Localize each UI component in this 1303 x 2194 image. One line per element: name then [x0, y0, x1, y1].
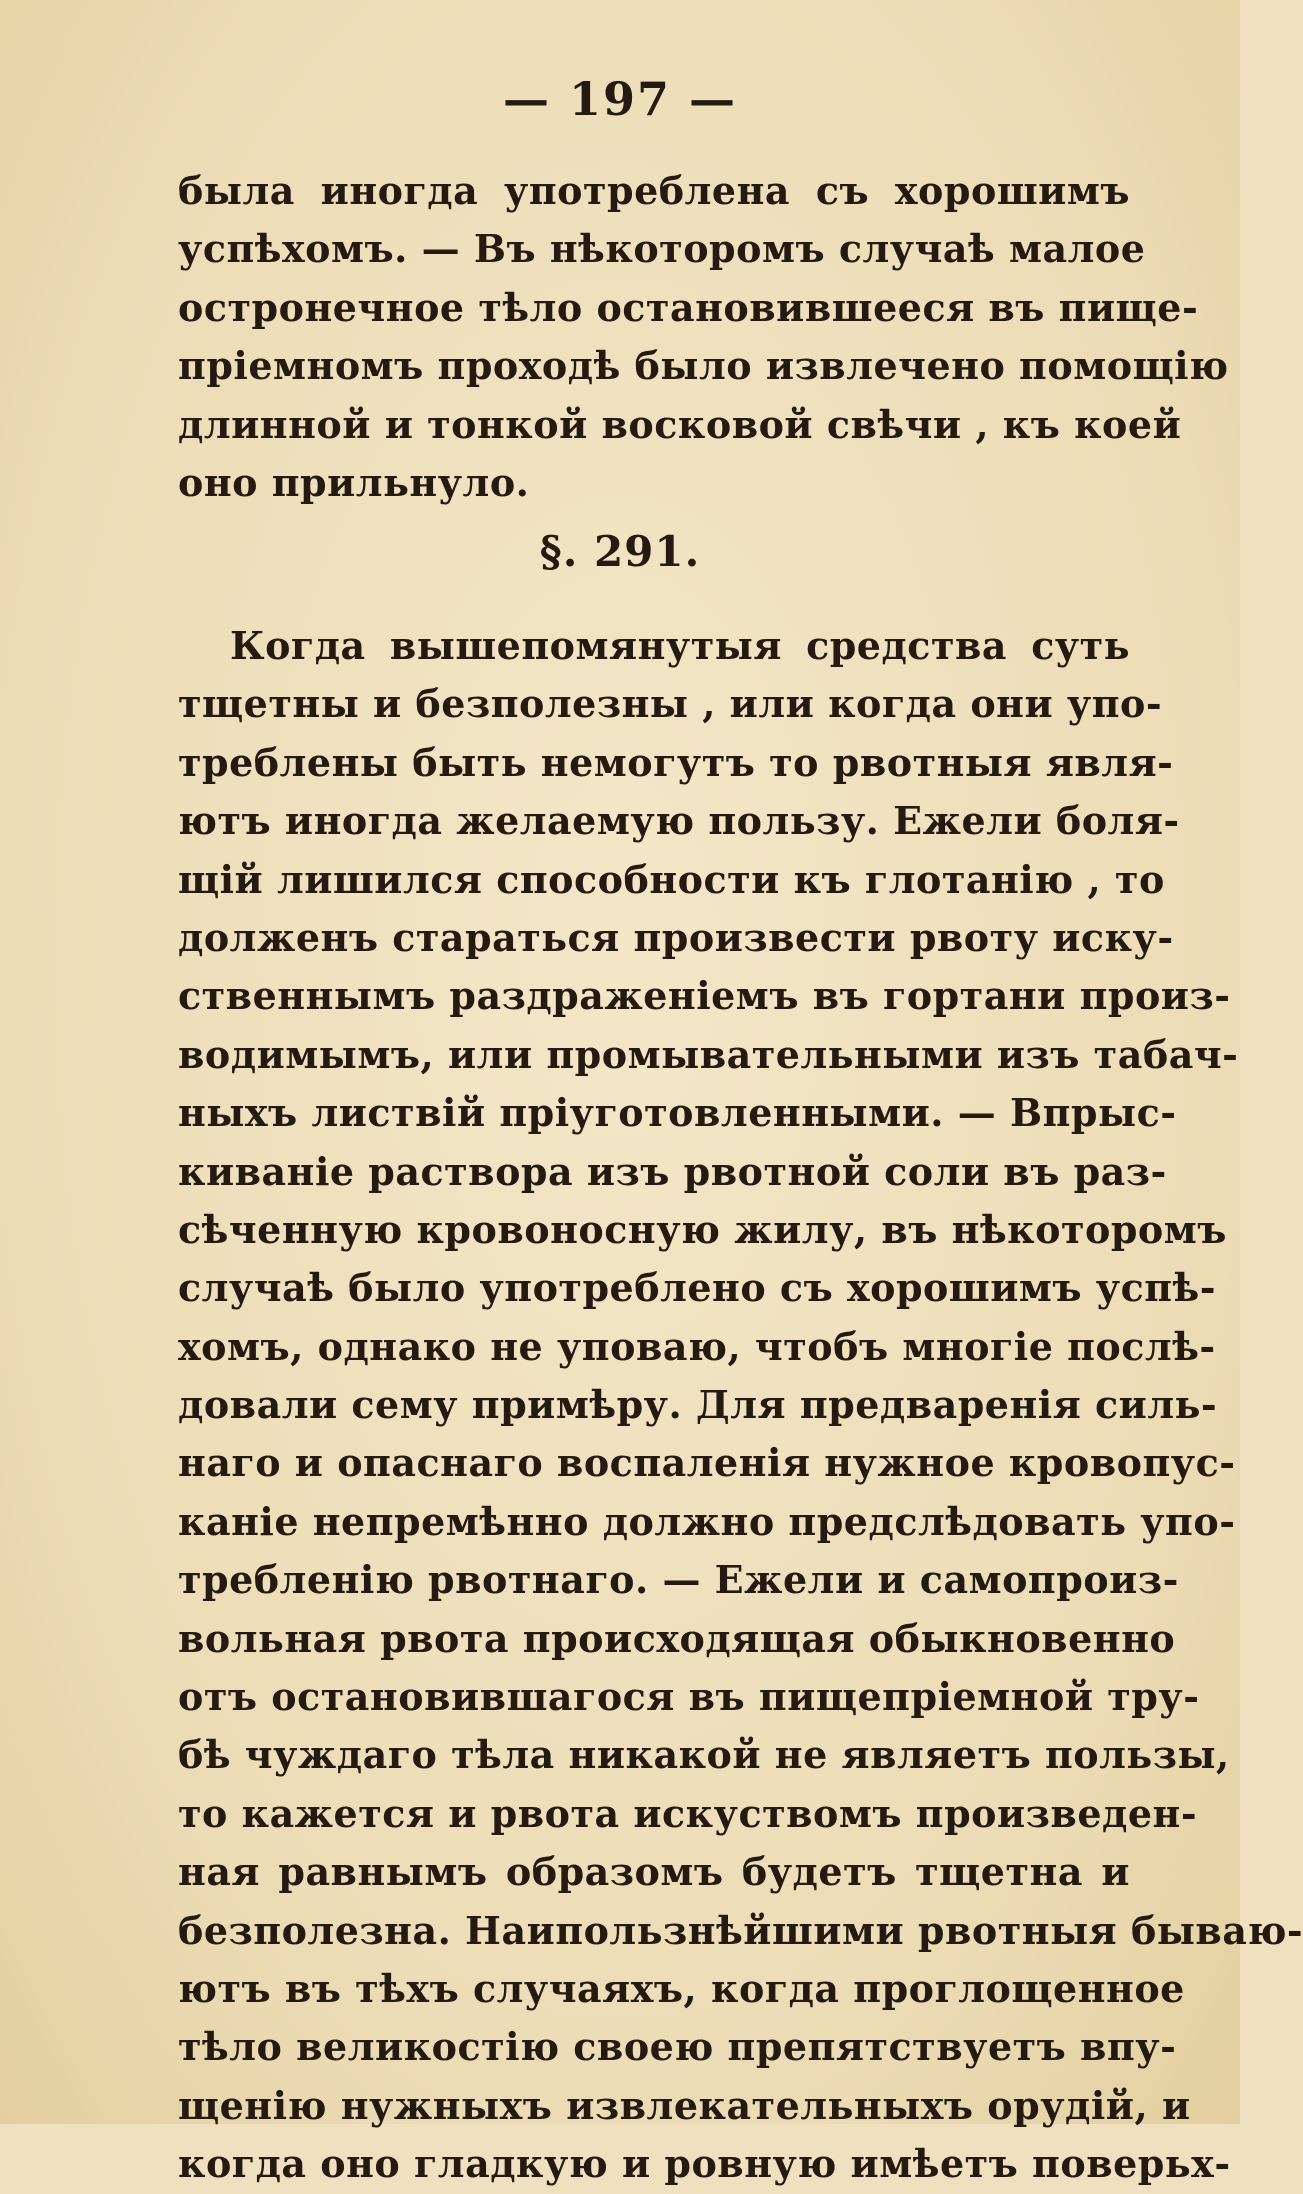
- text-line: требленію рвотнаго. — Ежели и самопроиз-: [178, 1557, 1179, 1603]
- text-line: отъ остановившагося въ пищепріемной тру-: [178, 1674, 1200, 1720]
- text-line: пріемномъ проходѣ было извлечено помощію: [178, 343, 1229, 389]
- paragraph-2: [178, 617, 1303, 2194]
- text-line: долженъ стараться произвести рвоту иску-: [178, 914, 1174, 960]
- text-line: оно прильнуло.: [178, 459, 530, 505]
- text-line: когда оно гладкую и ровную имѣетъ поверьх-: [178, 2141, 1231, 2187]
- text-line: киванiе раствора изъ рвотной соли въ раз-: [178, 1148, 1167, 1194]
- text-line: бѣ чуждаго тѣла никакой не являетъ пользы,: [178, 1732, 1230, 1778]
- text-line: довали сему примѣру. Для предваренія силь-: [178, 1382, 1218, 1428]
- text-line: хомъ, однако не уповаю, чтобъ многіе послѣ-: [178, 1323, 1216, 1369]
- text-line: щій лишился способности къ глотанію , то: [178, 856, 1165, 902]
- paragraph-1: [178, 162, 1229, 512]
- text-line: треблены быть немогутъ то рвотныя явля-: [178, 739, 1174, 785]
- text-line: то кажется и рвота искуствомъ произведен-: [178, 1790, 1198, 1836]
- text-line: канiе непремѣнно должно предслѣдовать упо-: [178, 1498, 1236, 1544]
- section-heading: §. 291.: [539, 527, 701, 576]
- page-number: — 197 —: [502, 72, 738, 126]
- text-line: ютъ иногда желаемую пользу. Ежели боля-: [178, 798, 1180, 844]
- text-line: безполезна. Наипользнѣйшими рвотныя бываю-: [178, 1907, 1303, 1953]
- text-line: тщетны и безполезны , или когда они упо-: [178, 681, 1163, 727]
- text-line: Когда вышепомянутыя средства суть: [230, 623, 1130, 668]
- text-line: была иногда употреблена съ хорошимъ: [178, 168, 1130, 213]
- text-line: остронечное тѣло остановившееся въ пище-: [178, 284, 1199, 330]
- text-line: вольная рвота происходящая обыкновенно: [178, 1615, 1176, 1661]
- text-line: ная равнымъ образомъ будетъ тщетна и: [178, 1849, 1130, 1895]
- text-line: ютъ въ тѣхъ случаяхъ, когда проглощенное: [178, 1965, 1185, 2011]
- text-line: ственнымъ раздраженіемъ въ гортани произ-: [178, 973, 1231, 1019]
- text-line: наго и опаснаго воспаленія нужное кровопус-: [178, 1440, 1236, 1486]
- text-line: щенію нужныхъ извлекательныхъ орудій, и: [178, 2082, 1191, 2128]
- text-line: успѣхомъ. — Въ нѣкоторомъ случаѣ малое: [178, 226, 1146, 272]
- text-line: случаѣ было употреблено съ хорошимъ успѣ-: [178, 1265, 1217, 1311]
- text-line: сѣченную кровоносную жилу, въ нѣкоторомъ: [178, 1206, 1227, 1252]
- text-line: длинной и тонкой восковой свѣчи , къ коей: [178, 401, 1182, 447]
- text-line: тѣло великостію своею препятствуетъ впу-: [178, 2024, 1177, 2070]
- text-line: водимымъ, или промывательными изъ табач-: [178, 1031, 1239, 1077]
- text-line: ныхъ листвій пріуготовленными. — Впрыс-: [178, 1090, 1177, 1136]
